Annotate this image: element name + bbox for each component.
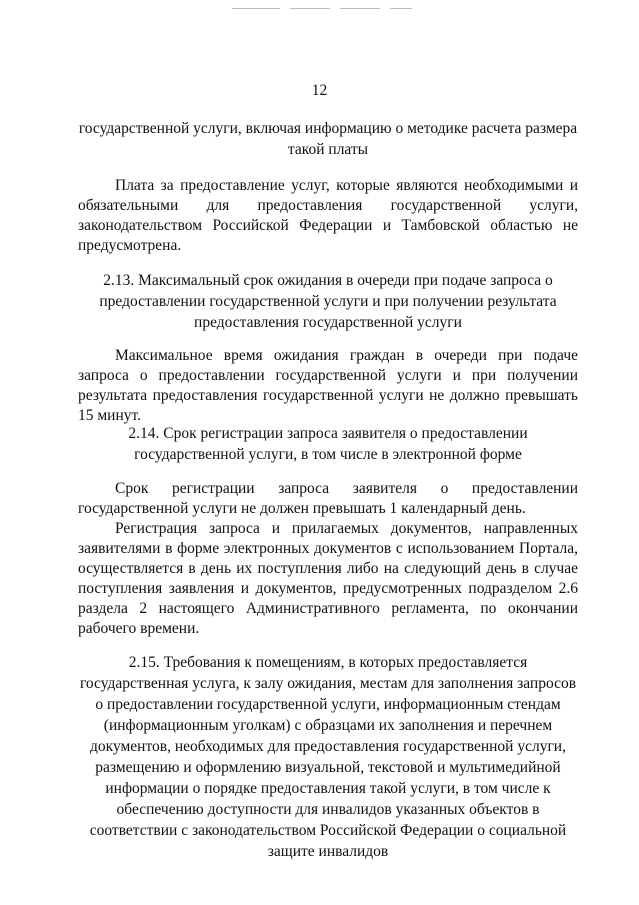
section-2-14-body — [78, 479, 578, 639]
header-rule-2 — [290, 8, 330, 9]
paragraph-registration-term: Срок регистрации запроса заявителя о предоставлении государственной услуги не должен превышать 1 календарный день. — [78, 480, 578, 517]
heading-2-14: 2.14. Срок регистрации запроса заявителя о предоставлении государственной услуги, в том числе в электронной форме — [128, 425, 528, 463]
header-rule-1 — [232, 8, 280, 9]
header-rule-4 — [390, 8, 412, 9]
paragraph-text: Максимальное время ожидания граждан в очереди при подаче запроса о предоставлении государственной услуги и при получении результата предоставления государственной услуги не должно превышать 15 минут. — [78, 347, 578, 424]
paragraph-fee-info — [78, 176, 578, 256]
paragraph-registration-electronic: Регистрация запроса и прилагаемых документов, направленных заявителями в форме электронных документов с использованием Портала, осуществляется в день их поступления либо на следующий день в случае поступления заявления и документов, предусмотренных подразделом 2.6 раздела 2 настоящего Административного регламента, по окончании рабочего времени. — [78, 520, 578, 637]
heading-2-13: 2.13. Максимальный срок ожидания в очереди при подаче запроса о предоставлении государственной услуги и при получении результата предоставления государственной услуги — [99, 272, 557, 331]
paragraph-max-wait — [78, 346, 578, 426]
header-rule-3 — [340, 8, 380, 9]
page-number: 12 — [311, 82, 328, 99]
heading-fee-methodology: государственной услуги, включая информацию о методике расчета размера такой платы — [78, 120, 578, 158]
paragraph-text: Плата за предоставление услуг, которые являются необходимыми и обязательными для предоставления государственной услуги, законодательством Российской Федерации и Тамбовской областью не предусмотрена. — [78, 177, 578, 254]
heading-2-15: 2.15. Требования к помещениям, в которых предоставляется государственная услуга, к залу ожидания, местам для заполнения запросов о предоставлении государственной услуги, информационным стендам (информационным уголкам) с образцами их заполнения и перечнем документов, необходимых для предоставления государственной услуги, размещению и оформлению визуальной, текстовой и мультимедийной информации о порядке предоставления такой услуги, в том числе к обеспечению доступности для инвалидов указанных объектов в соответствии с законодательством Российской Федерации о социальной защите инвалидов — [79, 654, 577, 860]
